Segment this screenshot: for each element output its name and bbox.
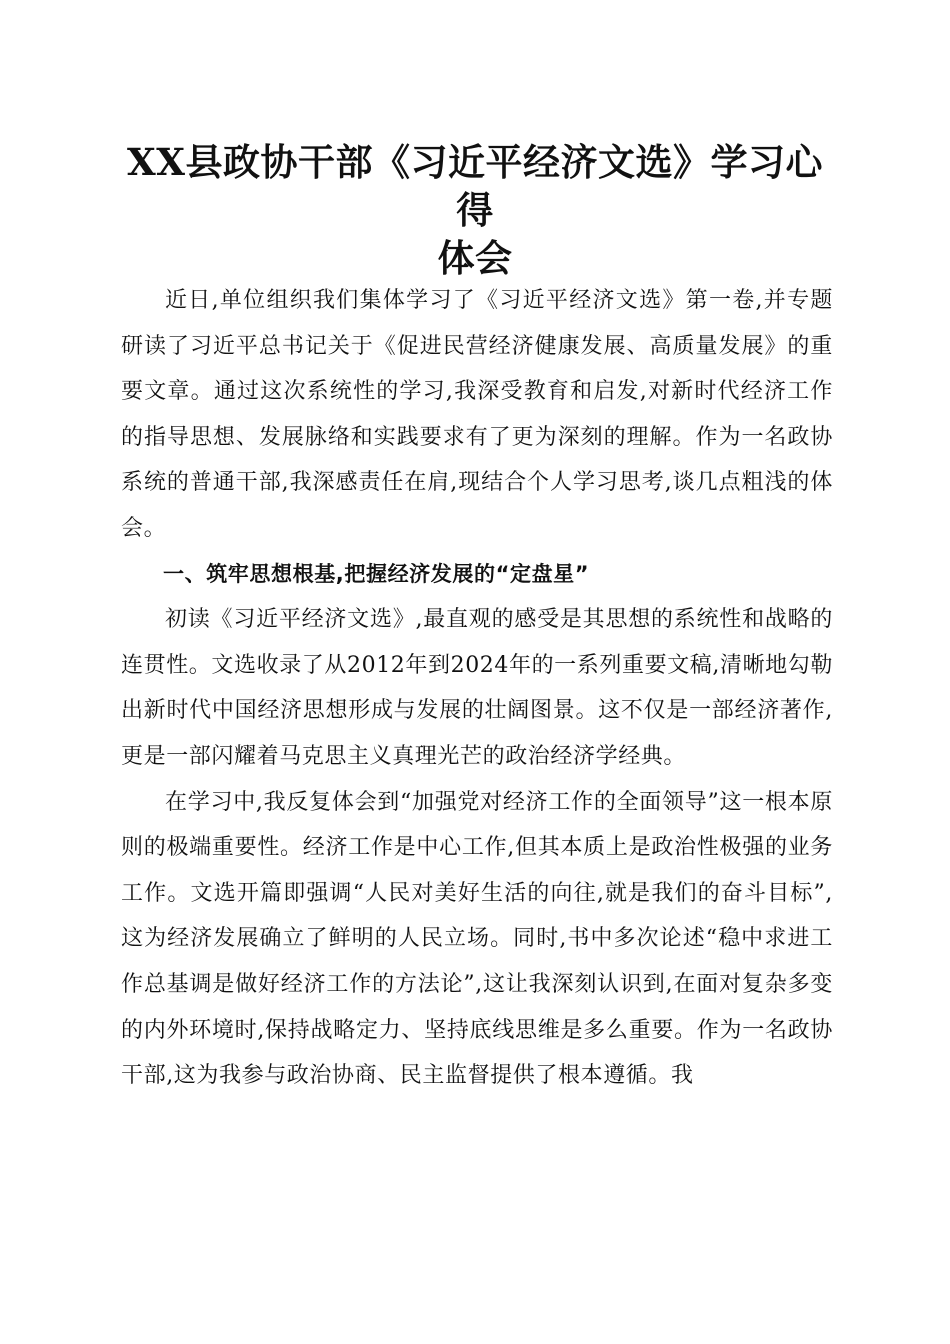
document-title: [110, 138, 840, 282]
document-body: [121, 278, 833, 1099]
section-heading: 一、筑牢思想根基,把握经济发展的“定盘星”: [163, 561, 590, 586]
section-paragraph: 在学习中,我反复体会到“加强党对经济工作的全面领导”这一根本原则的极端重要性。经济工作是中心工作,但其本质上是政治性极强的业务工作。文选开篇即强调“人民对美好生活的向往,就是我们的奋斗目标”,这为经济发展确立了鲜明的人民立场。同时,书中多次论述“稳中求进工作总基调是做好经济工作的方法论”,这让我深刻认识到,在面对复杂多变的内外环境时,保持战略定力、坚持底线思维是多么重要。作为一名政协干部,这为我参与政治协商、民主监督提供了根本遵循。我: [121, 789, 833, 1089]
document-title-line-1: XX县政协干部《习近平经济文选》学习心得: [127, 140, 823, 232]
intro-paragraph: 近日,单位组织我们集体学习了《习近平经济文选》第一卷,并专题研读了习近平总书记关于《促进民营经济健康发展、高质量发展》的重要文章。通过这次系统性的学习,我深受教育和启发,对新时代经济工作的指导思想、发展脉络和实践要求有了更为深刻的理解。作为一名政协系统的普通干部,我深感责任在肩,现结合个人学习思考,谈几点粗浅的体会。: [121, 288, 833, 541]
document-title-line-2: 体会: [437, 236, 513, 280]
section-paragraph: 初读《习近平经济文选》,最直观的感受是其思想的系统性和战略的连贯性。文选收录了从2012年到2024年的一系列重要文稿,清晰地勾勒出新时代中国经济思想形成与发展的壮阔图景。这不仅是一部经济著作,更是一部闪耀着马克思主义真理光芒的政治经济学经典。: [121, 607, 833, 769]
